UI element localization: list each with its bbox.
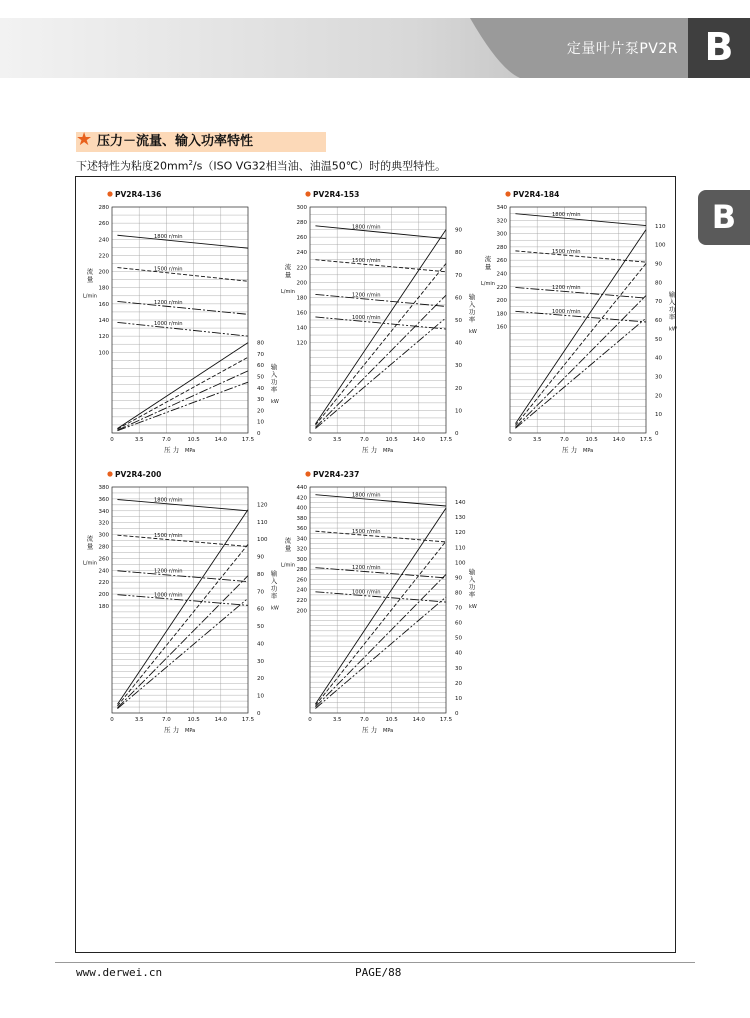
y-right-tick-label: 130 [455,515,466,522]
x-tick-label: 14.0 [214,437,227,443]
footer-url[interactable]: www.derwei.cn [76,966,163,979]
y-right-tick-label: 30 [455,665,462,672]
title-bullet-icon [305,471,310,476]
y-left-tick-label: 160 [496,324,507,331]
y-right-tick-label: 40 [655,355,662,362]
y-right-axis-label-char: 率 [270,385,278,394]
flow-series-label: 1200 r/min [154,568,183,575]
y-left-tick-label: 220 [496,284,507,291]
header-section-letter: B [704,25,734,69]
y-right-tick-label: 40 [455,650,462,657]
y-right-tick-label: 20 [455,680,462,687]
y-right-tick-label: 10 [655,412,662,419]
y-left-tick-label: 240 [296,587,307,594]
y-right-tick-label: 10 [455,695,462,702]
y-right-axis-label-char: 输 [270,569,278,578]
x-axis-unit: MPa [583,448,594,454]
y-right-axis-label-char: 输 [468,568,476,577]
chart-title: PV2R4-237 [313,470,360,479]
x-tick-label: 7.0 [162,437,171,443]
y-right-tick-label: 0 [257,431,261,437]
y-left-tick-label: 320 [98,520,109,527]
power-line [315,318,446,429]
y-left-tick-label: 260 [296,235,307,242]
y-right-axis-label-char: 入 [468,575,476,584]
power-line [515,264,646,426]
y-right-tick-label: 20 [655,393,662,400]
x-tick-label: 17.5 [241,717,255,723]
y-left-axis-label-char: 量 [86,542,94,551]
y-left-tick-label: 220 [98,580,109,587]
power-line [117,510,248,705]
flow-line [117,322,248,336]
y-left-tick-label: 280 [296,567,307,574]
x-tick-label: 17.5 [439,437,453,443]
y-right-axis-label-char: 输 [468,292,476,301]
y-left-tick-label: 280 [296,220,307,227]
x-tick-label: 7.0 [360,437,369,443]
y-right-tick-label: 60 [455,620,462,627]
y-right-tick-label: 80 [455,590,462,597]
flow-line [315,257,446,272]
y-right-tick-label: 20 [455,385,462,392]
flow-line [117,301,248,314]
flow-series-label: 1500 r/min [552,248,581,255]
flow-series-label: 1200 r/min [352,565,381,572]
y-left-tick-label: 200 [296,608,307,615]
flow-line [117,535,248,546]
y-right-axis-label-char: 入 [270,370,278,379]
y-left-tick-label: 300 [496,231,507,238]
y-left-tick-label: 280 [496,244,507,251]
y-right-tick-label: 80 [455,250,462,257]
y-left-tick-label: 160 [98,301,109,308]
y-right-tick-label: 30 [257,658,264,665]
chart-pv2r4-153 [278,186,478,458]
y-left-tick-label: 180 [98,285,109,292]
flow-series-label: 1200 r/min [154,299,183,306]
y-right-axis-label-char: 功 [270,377,278,386]
x-tick-label: 17.5 [639,437,653,443]
y-right-tick-label: 90 [455,575,462,582]
x-tick-label: 0 [308,717,312,723]
chart-pv2r4-200 [80,466,280,738]
y-right-axis-label-char: 入 [668,298,676,307]
y-right-tick-label: 80 [655,280,662,287]
y-left-tick-label: 320 [296,546,307,553]
y-left-tick-label: 420 [296,495,307,502]
flow-line [315,294,446,306]
y-left-tick-label: 120 [98,334,109,341]
x-tick-label: 10.5 [385,437,398,443]
y-right-tick-label: 120 [257,502,268,509]
flow-line [117,235,248,248]
y-left-tick-label: 220 [296,598,307,604]
x-axis-unit: MPa [383,448,394,454]
flow-series-label: 1500 r/min [154,533,183,540]
star-icon: ★ [76,129,93,150]
x-tick-label: 10.5 [187,717,200,723]
y-right-tick-label: 60 [257,606,264,613]
x-tick-label: 7.0 [162,717,171,723]
title-bullet-icon [107,471,112,476]
power-line [315,541,446,705]
y-right-tick-label: 50 [655,336,662,343]
flow-series-label: 1000 r/min [154,592,183,599]
flow-series-label: 1000 r/min [154,321,183,328]
y-left-tick-label: 200 [98,592,109,599]
y-left-tick-label: 280 [98,205,109,211]
y-right-tick-label: 20 [257,408,264,415]
y-right-tick-label: 110 [455,545,466,552]
y-right-tick-label: 90 [455,227,462,234]
side-section-tab[interactable]: B [698,190,750,245]
y-left-axis-label-char: 量 [284,270,292,279]
y-left-axis-label-char: 量 [284,544,292,553]
y-left-tick-label: 340 [296,536,307,543]
power-line [117,544,248,706]
y-right-axis-label-char: 率 [468,315,476,324]
y-left-tick-label: 260 [98,556,109,563]
power-line [515,296,646,428]
y-right-tick-label: 60 [455,295,462,302]
y-right-tick-label: 110 [257,519,268,526]
flow-line [117,268,248,282]
y-right-axis-label-char: 率 [468,590,476,599]
x-tick-label: 3.5 [332,717,342,723]
y-right-tick-label: 90 [655,261,662,268]
power-line [315,292,446,427]
y-left-tick-label: 100 [98,350,109,357]
y-right-tick-label: 100 [655,242,666,249]
y-right-axis-unit: kW [469,328,477,335]
y-right-tick-label: 100 [257,537,268,544]
y-left-tick-label: 400 [296,505,307,512]
flow-line [117,499,248,510]
x-tick-label: 0 [308,437,312,443]
x-tick-label: 14.0 [412,437,425,443]
power-line [315,574,446,707]
chart-pv2r4-184 [478,186,678,458]
footer-divider [55,962,695,963]
flow-line [315,492,446,506]
y-left-axis-label-char: 流 [86,534,94,543]
y-left-tick-label: 140 [296,325,307,332]
section-title: 压力－流量、输入功率特性 [97,134,254,149]
flow-line [515,211,646,226]
x-tick-label: 17.5 [439,717,453,723]
y-left-tick-label: 380 [296,515,307,522]
y-right-axis-label-char: 功 [270,584,278,593]
flow-series-label: 1200 r/min [352,292,381,299]
flow-line [315,528,446,542]
y-right-axis-unit: kW [669,326,677,333]
y-right-tick-label: 40 [455,340,462,347]
y-right-tick-label: 50 [257,624,264,631]
y-right-axis-unit: kW [271,398,279,405]
y-right-axis-label-char: 功 [468,583,476,592]
y-left-axis-label-char: 流 [484,254,492,263]
y-left-axis-unit: L/min [83,560,97,567]
y-left-axis-unit: L/min [481,280,495,287]
power-line [315,230,446,424]
y-right-tick-label: 40 [257,385,264,392]
y-left-tick-label: 340 [98,508,109,515]
header-title: 定量叶片泵PV2R [566,41,678,57]
y-left-tick-label: 320 [496,218,507,225]
y-right-tick-label: 40 [257,641,264,648]
y-right-tick-label: 110 [655,223,666,230]
y-left-tick-label: 240 [496,271,507,278]
flow-series-label: 1500 r/min [352,257,381,264]
y-left-tick-label: 120 [296,340,307,347]
x-tick-label: 10.5 [187,437,200,443]
y-right-axis-unit: kW [271,605,279,612]
x-tick-label: 17.5 [241,437,255,443]
y-left-tick-label: 200 [98,269,109,276]
y-left-tick-label: 240 [296,250,307,257]
y-right-tick-label: 70 [257,589,264,596]
y-right-axis-label-char: 功 [468,307,476,316]
y-left-tick-label: 300 [296,205,307,211]
y-right-tick-label: 10 [257,693,264,700]
x-axis-label: 压 力 [362,446,378,454]
subtitle-part-1: 下述特性为粘度20mm [76,159,189,173]
chart-title: PV2R4-136 [115,190,162,199]
flow-line [315,226,446,239]
y-left-tick-label: 220 [296,265,307,272]
flow-series-label: 1000 r/min [352,589,381,596]
y-right-tick-label: 70 [655,299,662,306]
y-left-tick-label: 380 [98,485,109,491]
y-right-tick-label: 70 [455,272,462,279]
flow-series-label: 1800 r/min [352,224,381,231]
y-left-tick-label: 300 [296,556,307,563]
y-left-axis-unit: L/min [281,288,295,295]
x-tick-label: 0 [110,437,114,443]
section-subtitle [76,156,446,174]
y-left-tick-label: 260 [296,577,307,584]
y-right-axis-label-char: 率 [668,313,676,322]
y-right-tick-label: 70 [257,351,264,358]
x-axis-label: 压 力 [164,726,180,734]
flow-line [515,287,646,298]
chart-title: PV2R4-200 [115,470,162,479]
x-tick-label: 10.5 [585,437,598,443]
flow-series-label: 1200 r/min [552,285,581,292]
y-right-tick-label: 50 [455,318,462,324]
title-bullet-icon [107,191,112,196]
y-right-tick-label: 80 [257,571,264,578]
power-line [117,382,248,431]
y-left-tick-label: 200 [496,298,507,305]
flow-series-label: 1800 r/min [154,497,183,504]
flow-series-label: 1000 r/min [552,309,581,316]
y-left-tick-label: 300 [98,532,109,539]
flow-line [515,311,646,322]
y-right-axis-unit: kW [469,604,477,611]
x-tick-label: 7.0 [560,437,569,443]
chart-pv2r4-136 [80,186,280,458]
x-tick-label: 14.0 [412,717,425,723]
flow-series-label: 1500 r/min [154,266,183,273]
x-axis-label: 压 力 [164,446,180,454]
y-right-tick-label: 60 [257,363,264,370]
power-line [315,597,446,708]
y-right-axis-label-char: 输 [270,362,278,371]
page-header [0,0,750,78]
y-right-tick-label: 30 [257,397,264,404]
x-tick-label: 0 [110,717,114,723]
y-left-tick-label: 180 [496,311,507,318]
y-left-tick-label: 160 [296,310,307,317]
y-right-axis-label-char: 入 [468,300,476,309]
y-left-tick-label: 260 [98,221,109,228]
page-number: PAGE/88 [355,966,402,979]
y-right-tick-label: 50 [455,635,462,642]
y-right-axis-label-char: 功 [668,305,676,314]
x-axis-unit: MPa [383,728,394,734]
y-left-axis-label-char: 流 [86,267,94,276]
power-line [117,357,248,429]
chart-title: PV2R4-184 [513,190,560,199]
x-tick-label: 0 [508,437,512,443]
y-left-tick-label: 220 [98,253,109,260]
flow-series-label: 1000 r/min [352,315,381,322]
y-right-tick-label: 120 [455,530,466,537]
y-left-tick-label: 200 [296,280,307,287]
x-axis-label: 压 力 [362,726,378,734]
y-left-tick-label: 140 [98,318,109,324]
y-left-axis-label-char: 流 [284,262,292,271]
y-left-tick-label: 180 [98,603,109,610]
y-left-tick-label: 260 [496,258,507,265]
x-tick-label: 7.0 [360,717,369,723]
x-tick-label: 3.5 [332,437,342,443]
y-left-tick-label: 180 [296,295,307,302]
y-right-tick-label: 0 [257,711,261,717]
title-bullet-icon [505,191,510,196]
y-left-axis-unit: L/min [281,562,295,569]
y-right-tick-label: 60 [655,318,662,324]
power-line [315,508,446,704]
flow-series-label: 1500 r/min [352,528,381,535]
y-right-tick-label: 10 [455,408,462,415]
x-tick-label: 14.0 [214,717,227,723]
y-right-tick-label: 10 [257,419,264,426]
y-right-axis-label-char: 输 [668,290,676,299]
power-line [315,264,446,426]
y-right-tick-label: 30 [455,363,462,370]
x-axis-unit: MPa [185,448,196,454]
flow-series-label: 1800 r/min [552,211,581,218]
chart-pv2r4-237 [278,466,478,738]
x-tick-label: 10.5 [385,717,398,723]
power-line [117,371,248,430]
title-bullet-icon [305,191,310,196]
y-right-tick-label: 140 [455,500,466,507]
y-left-axis-label-char: 量 [484,262,492,271]
y-left-tick-label: 240 [98,237,109,244]
flow-line [315,592,446,602]
y-left-axis-label-char: 流 [284,536,292,545]
y-left-tick-label: 280 [98,544,109,551]
flow-line [515,248,646,262]
subtitle-superscript: 2 [188,159,193,167]
y-right-tick-label: 0 [455,431,459,437]
subtitle-part-2: /s（ISO VG32相当油、油温50℃）时的典型特性。 [192,159,447,173]
y-right-axis-label-char: 入 [270,577,278,586]
y-right-tick-label: 0 [455,711,459,717]
x-axis-unit: MPa [185,728,196,734]
flow-series-label: 1800 r/min [352,492,381,499]
y-left-axis-label-char: 量 [86,275,94,284]
y-left-tick-label: 240 [98,568,109,575]
y-right-tick-label: 0 [655,431,659,437]
y-left-tick-label: 440 [296,485,307,491]
x-axis-label: 压 力 [562,446,578,454]
x-tick-label: 3.5 [532,437,542,443]
y-right-tick-label: 80 [257,340,264,347]
y-right-tick-label: 70 [455,605,462,612]
y-right-axis-label-char: 率 [270,592,278,601]
y-left-tick-label: 340 [496,205,507,211]
power-line [117,343,248,429]
x-tick-label: 3.5 [134,437,144,443]
x-tick-label: 14.0 [612,437,625,443]
y-right-tick-label: 20 [257,676,264,683]
y-right-tick-label: 50 [257,374,264,381]
flow-series-label: 1800 r/min [154,233,183,240]
y-left-tick-label: 360 [98,496,109,503]
y-left-axis-unit: L/min [83,293,97,300]
y-right-tick-label: 90 [257,554,264,561]
y-left-tick-label: 360 [296,526,307,533]
y-right-tick-label: 30 [655,374,662,381]
chart-title: PV2R4-153 [313,190,360,199]
x-tick-label: 3.5 [134,717,144,723]
y-right-tick-label: 100 [455,560,466,567]
